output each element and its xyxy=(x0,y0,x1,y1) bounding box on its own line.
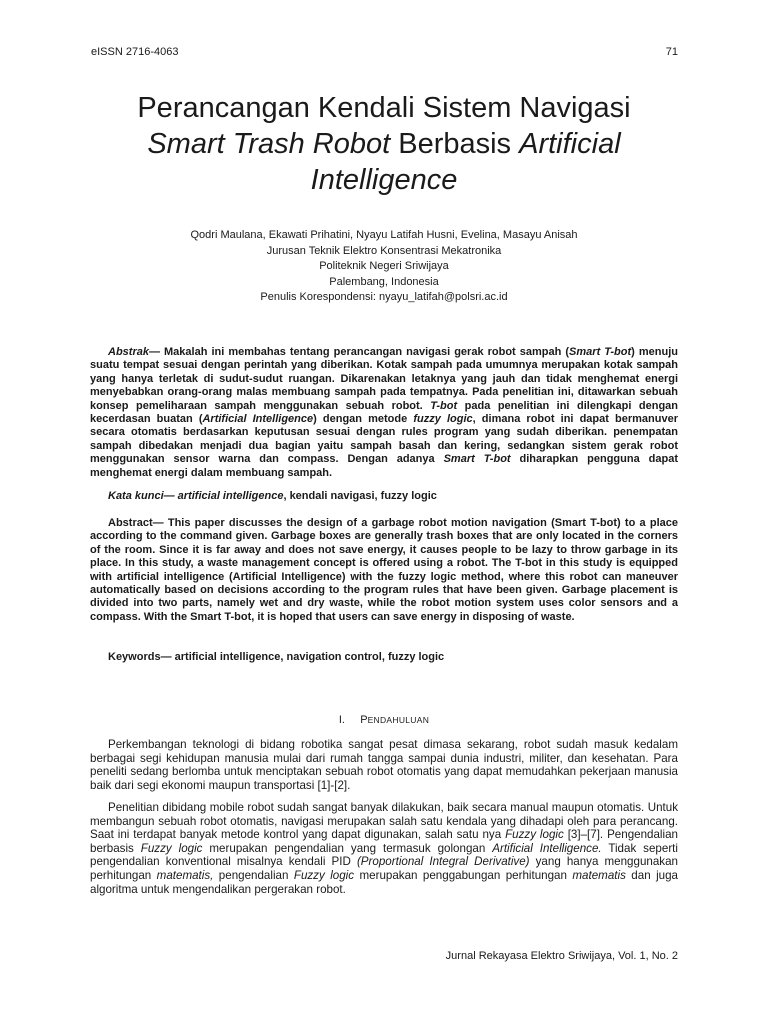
para-italic: (Proportional Integral Derivative) xyxy=(356,855,530,869)
para-text: pengendalian xyxy=(213,868,294,882)
issn-header: eISSN 2716-4063 xyxy=(91,46,179,58)
title-italic-smart-trash-robot: Smart Trash Robot xyxy=(147,128,391,160)
para-italic: matematis xyxy=(572,868,626,882)
para-italic: Artificial Intelligence. xyxy=(492,841,602,855)
title-italic-intelligence: Intelligence xyxy=(310,164,458,196)
section-title-initial: P xyxy=(360,714,368,726)
para-text: Tidak seperti pengendalian konventional misalnya kendali PID xyxy=(90,841,678,869)
title-italic-artificial: Artificial xyxy=(519,128,621,160)
section-heading xyxy=(90,714,678,726)
section-number: I. xyxy=(338,714,345,726)
paper-title xyxy=(90,90,678,198)
author-names: Qodri Maulana, Ekawati Prihatini, Nyayu Latifah Husni, Evelina, Masayu Anisah xyxy=(190,229,578,241)
kata-kunci-text: , kendali navigasi, fuzzy logic xyxy=(283,490,437,502)
title-line-3 xyxy=(90,162,678,198)
para-text: merupakan pengendalian yang termasuk golongan xyxy=(202,841,493,855)
author-institution: Politeknik Negeri Sriwijaya xyxy=(319,260,449,272)
title-berbasis: Berbasis xyxy=(390,128,520,160)
kata-kunci-label: Kata kunci— artificial intelligence xyxy=(108,490,284,502)
author-city: Palembang, Indonesia xyxy=(329,275,439,288)
abstrak-italic: Smart T-bot xyxy=(443,453,511,466)
abstrak-italic: T-bot xyxy=(430,399,458,412)
author-department: Jurusan Teknik Elektro Konsentrasi Mekatronika xyxy=(266,244,502,257)
body-paragraph-2 xyxy=(90,801,678,896)
para-text: dan juga algoritma untuk mengendalikan pergerakan robot. xyxy=(90,868,678,896)
para-italic: matematis, xyxy=(156,868,214,882)
para-text: yang hanya menggunakan perhitungan xyxy=(90,855,678,882)
keywords-english: Keywords— artificial intelligence, navigation control, fuzzy logic xyxy=(108,651,445,663)
para-italic: Fuzzy logic xyxy=(293,868,355,882)
section-title-rest: ENDAHULUAN xyxy=(367,715,430,725)
abstrak-italic: Artificial Intelligence xyxy=(202,413,314,426)
abstrak-text: , dimana robot ini dapat bermanuver secara otomatis berdasarkan keputusan sesuai dengan rules program yang sudah diberikan. penempatan sampah dibedakan menjadi dua bagian yaitu sampah basah dan kering, sedangkan sistem gerak robot menggunakan sensor warna dan compass. Dengan adanya xyxy=(90,413,678,466)
abstrak-italic: Smart T-bot xyxy=(569,346,632,358)
author-correspondence: Penulis Korespondensi: nyayu_latifah@polsri.ac.id xyxy=(260,291,508,303)
title-line-1: Perancangan Kendali Sistem Navigasi xyxy=(137,92,631,124)
title-line-2 xyxy=(90,126,678,162)
para-italic: Fuzzy logic xyxy=(140,841,203,855)
journal-footer: Jurnal Rekayasa Elektro Sriwijaya, Vol. 1, No. 2 xyxy=(445,950,678,962)
para-text: merupakan penggabungan perhitungan xyxy=(354,868,573,882)
abstrak-text: pada penelitian ini dilengkapi dengan kecerdasan buatan ( xyxy=(90,399,679,426)
author-block xyxy=(90,228,678,306)
abstrak-paragraph xyxy=(90,346,678,480)
abstrak-text: ) menuju suatu tempat sesuai dengan perintah yang diberikan. Kotak sampah pada umumnya merupakan kotak sampah yang hanya terletak di sudut-sudut ruangan. Dikarenakan letaknya yang jauh dan tidak menghemat energi menyebabkan orang-orang malas membuang sampah pada tempatnya. Pada penelitian ini, ditawarkan sebuah konsep pemeliharaan sampah menggunakan sebuah robot. xyxy=(90,346,678,412)
abstrak-italic: fuzzy logic xyxy=(413,413,473,426)
abstrak-text: diharapkan pengguna dapat menghemat energi dalam membuang sampah. xyxy=(90,453,678,479)
abstrak-label: Abstrak— xyxy=(108,346,160,358)
abstrak-text: ) dengan metode xyxy=(313,413,414,426)
para-text: [3]–[7]. Pengendalian berbasis xyxy=(90,828,678,855)
page-number: 71 xyxy=(665,46,678,58)
abstract-english: Abstract— This paper discusses the design of a garbage robot motion navigation (Smart T-bot) to a place according to the command given. Garbage boxes are generally trash boxes that are only located in the corners of the room. Since it is far away and does not save energy, it causes people to be lazy to throw garbage in its place. In this study, a waste management concept is offered using a robot. The T-bot in this study is equipped with artificial intelligence (Artificial Intelligence) with the fuzzy logic method, where this robot can maneuver automatically based on decisions according to the program rules that have been given. Garbage placement is divided into two parts, namely wet and dry waste, while the robot motion system uses color sensors and a compass. With the Smart T-bot, it is hoped that users can save energy in disposing of waste. xyxy=(90,517,678,623)
body-paragraph-1: Perkembangan teknologi di bidang robotika sangat pesat dimasa sekarang, robot sudah masuk kedalam berbagai segi kehidupan manusia mulai dari rumah tangga sampai dunia industri, militer, dan kesehatan. Para peneliti sedang berlomba untuk menciptakan sebuah robot otomatis yang dapat memudahkan pekerjaan manusia baik dari segi ekonomi maupun transportasi [1]-[2]. xyxy=(90,738,678,792)
para-text: Penelitian dibidang mobile robot sudah sangat banyak dilakukan, baik secara manual maupun otomatis. Untuk membangun sebuah robot otomatis, navigasi merupakan salah satu kendala yang dihadapi oleh para perancang. Saat ini terdapat banyak metode kontrol yang dapat digunakan, salah satu nya xyxy=(90,801,678,842)
para-italic: Fuzzy logic xyxy=(505,828,564,842)
kata-kunci xyxy=(90,490,678,503)
abstrak-text: Makalah ini membahas tentang perancangan navigasi gerak robot sampah ( xyxy=(159,346,570,358)
